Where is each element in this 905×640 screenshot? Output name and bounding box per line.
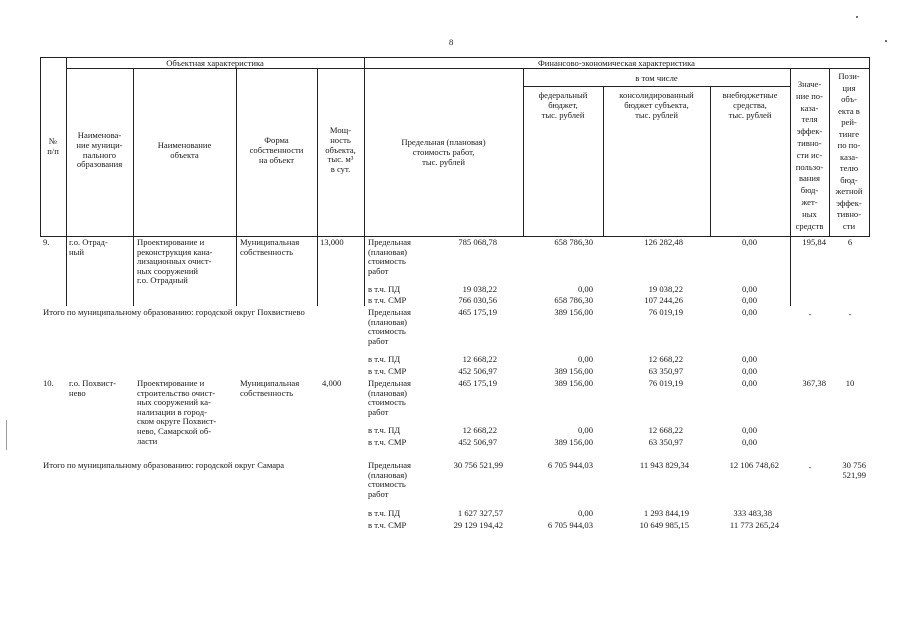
row-smr-total: 452 506,97 <box>458 437 497 447</box>
header-object-name: Наименование объекта <box>157 140 212 160</box>
row-regional: 126 282,48 <box>644 237 683 247</box>
row-municipality: г.о. Отрад- ный <box>69 237 108 257</box>
row-total: 465 175,19 <box>458 378 497 388</box>
row-federal: 389 156,00 <box>554 378 593 388</box>
subtotal-regional: 76 019,19 <box>648 307 683 317</box>
row-offbudget: 0,00 <box>741 378 757 388</box>
header-efficiency: Значе- ние по- каза- теля эффек- тивно- сти ис- пользо- вания бюд- жет- ных средств <box>795 79 824 231</box>
subtotal-pd-total: 12 668,22 <box>462 354 497 364</box>
row-pd-offbudget: 0,00 <box>741 425 757 435</box>
header-regional: консолидированный бюджет субъекта, тыс. рублей <box>619 90 694 120</box>
subtotal-pd-regional: 12 668,22 <box>648 354 683 364</box>
subtotal-title: Итого по муниципальному образованию: городской округ Самара <box>43 460 285 470</box>
subtotal-label-pd: в т.ч. ПД <box>368 508 401 518</box>
subtotal-smr-federal: 389 156,00 <box>554 366 593 376</box>
row-capacity: 13,000 <box>320 237 344 247</box>
row-efficiency: 367,38 <box>802 378 826 388</box>
header-federal: федеральный бюджет, тыс. рублей <box>538 90 588 120</box>
header-cost: Предельная (плановая) стоимость работ, тыс. рублей <box>401 137 486 167</box>
row-pd-regional: 19 038,22 <box>648 284 683 294</box>
header-rating: Пози- ция объ- екта в рей- тинге по по- каза- телю бюд- жетной эффек- тивно- сти <box>835 71 863 231</box>
header-capacity: Мощ- ность объекта, тыс. м³ в сут. <box>325 125 356 175</box>
header-including: в том числе <box>635 73 678 83</box>
subtotal-label-smr: в т.ч. СМР <box>368 366 407 376</box>
scan-speck <box>885 40 887 42</box>
row-num: 9. <box>43 237 50 247</box>
subtotal-offbudget: 12 106 748,62 <box>729 460 779 470</box>
subtotal-label-total: Предельная (плановая) стоимость работ <box>368 307 411 346</box>
subtotal-smr-federal: 6 705 944,03 <box>547 520 593 530</box>
row-rating: 6 <box>847 237 853 247</box>
subtotal-rating: - <box>848 309 852 319</box>
row-label-smr: в т.ч. СМР <box>368 437 407 447</box>
row-smr-offbudget: 0,00 <box>741 295 757 305</box>
subtotal-label-pd: в т.ч. ПД <box>368 354 401 364</box>
row-pd-offbudget: 0,00 <box>741 284 757 294</box>
subtotal-smr-regional: 63 350,97 <box>648 366 683 376</box>
subtotal-pd-regional: 1 293 844,19 <box>643 508 689 518</box>
subtotal-pd-federal: 0,00 <box>577 508 593 518</box>
row-smr-total: 766 030,56 <box>458 295 497 305</box>
row-smr-regional: 107 244,26 <box>644 295 683 305</box>
row-municipality: г.о. Похвист- нево <box>69 378 116 398</box>
row-rating: 10 <box>845 378 855 388</box>
row-object-name: Проектирование и реконструкция кана- лизационных очист- ных сооружений г.о. Отрадный <box>137 237 213 286</box>
subtotal-efficiency: - <box>808 462 812 472</box>
subtotal-regional: 11 943 829,34 <box>639 460 689 470</box>
subtotal-smr-offbudget: 0,00 <box>741 366 757 376</box>
row-ownership: Муниципальная собственность <box>240 237 300 257</box>
row-federal: 658 786,30 <box>554 237 593 247</box>
row-num: 10. <box>43 378 54 388</box>
row-pd-total: 12 668,22 <box>462 425 497 435</box>
row-pd-total: 19 038,22 <box>462 284 497 294</box>
row-smr-regional: 63 350,97 <box>648 437 683 447</box>
row-smr-federal: 658 786,30 <box>554 295 593 305</box>
row-smr-offbudget: 0,00 <box>741 437 757 447</box>
subtotal-total: 30 756 521,99 <box>453 460 503 470</box>
row-smr-federal: 389 156,00 <box>554 437 593 447</box>
page-number: 8 <box>449 37 454 47</box>
row-offbudget: 0,00 <box>741 237 757 247</box>
subtotal-rating: 30 756 521,99 <box>842 460 866 480</box>
row-total: 785 068,78 <box>458 237 497 247</box>
subtotal-federal: 389 156,00 <box>554 307 593 317</box>
header-ownership: Форма собственности на объект <box>249 135 304 165</box>
row-label-total: Предельная (плановая) стоимость работ <box>368 378 411 417</box>
subtotal-label-smr: в т.ч. СМР <box>368 520 407 530</box>
subtotal-offbudget: 0,00 <box>741 307 757 317</box>
subtotal-smr-regional: 10 649 985,15 <box>639 520 689 530</box>
header-finance-group: Финансово-экономическая характеристика <box>538 58 695 68</box>
scan-mark <box>6 420 7 450</box>
header-num: № п/п <box>47 136 59 156</box>
subtotal-pd-federal: 0,00 <box>577 354 593 364</box>
row-regional: 76 019,19 <box>648 378 683 388</box>
row-label-total: Предельная (плановая) стоимость работ <box>368 237 411 276</box>
subtotal-smr-total: 29 129 194,42 <box>453 520 503 530</box>
subtotal-pd-total: 1 627 327,57 <box>457 508 503 518</box>
subtotal-federal: 6 705 944,03 <box>547 460 593 470</box>
header-municipality: Наименова- ние муници- пального образования <box>76 130 123 170</box>
row-efficiency: 195,84 <box>802 237 826 247</box>
subtotal-efficiency: - <box>808 309 812 319</box>
row-label-pd: в т.ч. ПД <box>368 284 401 294</box>
subtotal-total: 465 175,19 <box>458 307 497 317</box>
row-pd-federal: 0,00 <box>577 284 593 294</box>
subtotal-label-total: Предельная (плановая) стоимость работ <box>368 460 411 499</box>
row-pd-regional: 12 668,22 <box>648 425 683 435</box>
subtotal-smr-offbudget: 11 773 265,24 <box>729 520 779 530</box>
row-ownership: Муниципальная собственность <box>240 378 300 398</box>
row-object-name: Проектирование и строительство очист- ных сооружений ка- нализации в город- ском округе Похвист- нево, Самарской об- ласти <box>137 378 217 446</box>
scan-speck <box>856 16 858 18</box>
header-offbudget: внебюджетные средства, тыс. рублей <box>722 90 778 120</box>
row-label-pd: в т.ч. ПД <box>368 425 401 435</box>
header-object-group: Объектная характеристика <box>166 58 264 68</box>
row-capacity: 4,000 <box>322 378 342 388</box>
subtotal-title: Итого по муниципальному образованию: городской округ Похвистнево <box>43 307 305 317</box>
subtotal-smr-total: 452 506,97 <box>458 366 497 376</box>
row-pd-federal: 0,00 <box>577 425 593 435</box>
subtotal-pd-offbudget: 0,00 <box>741 354 757 364</box>
row-label-smr: в т.ч. СМР <box>368 295 407 305</box>
subtotal-pd-offbudget: 333 483,38 <box>733 508 772 518</box>
